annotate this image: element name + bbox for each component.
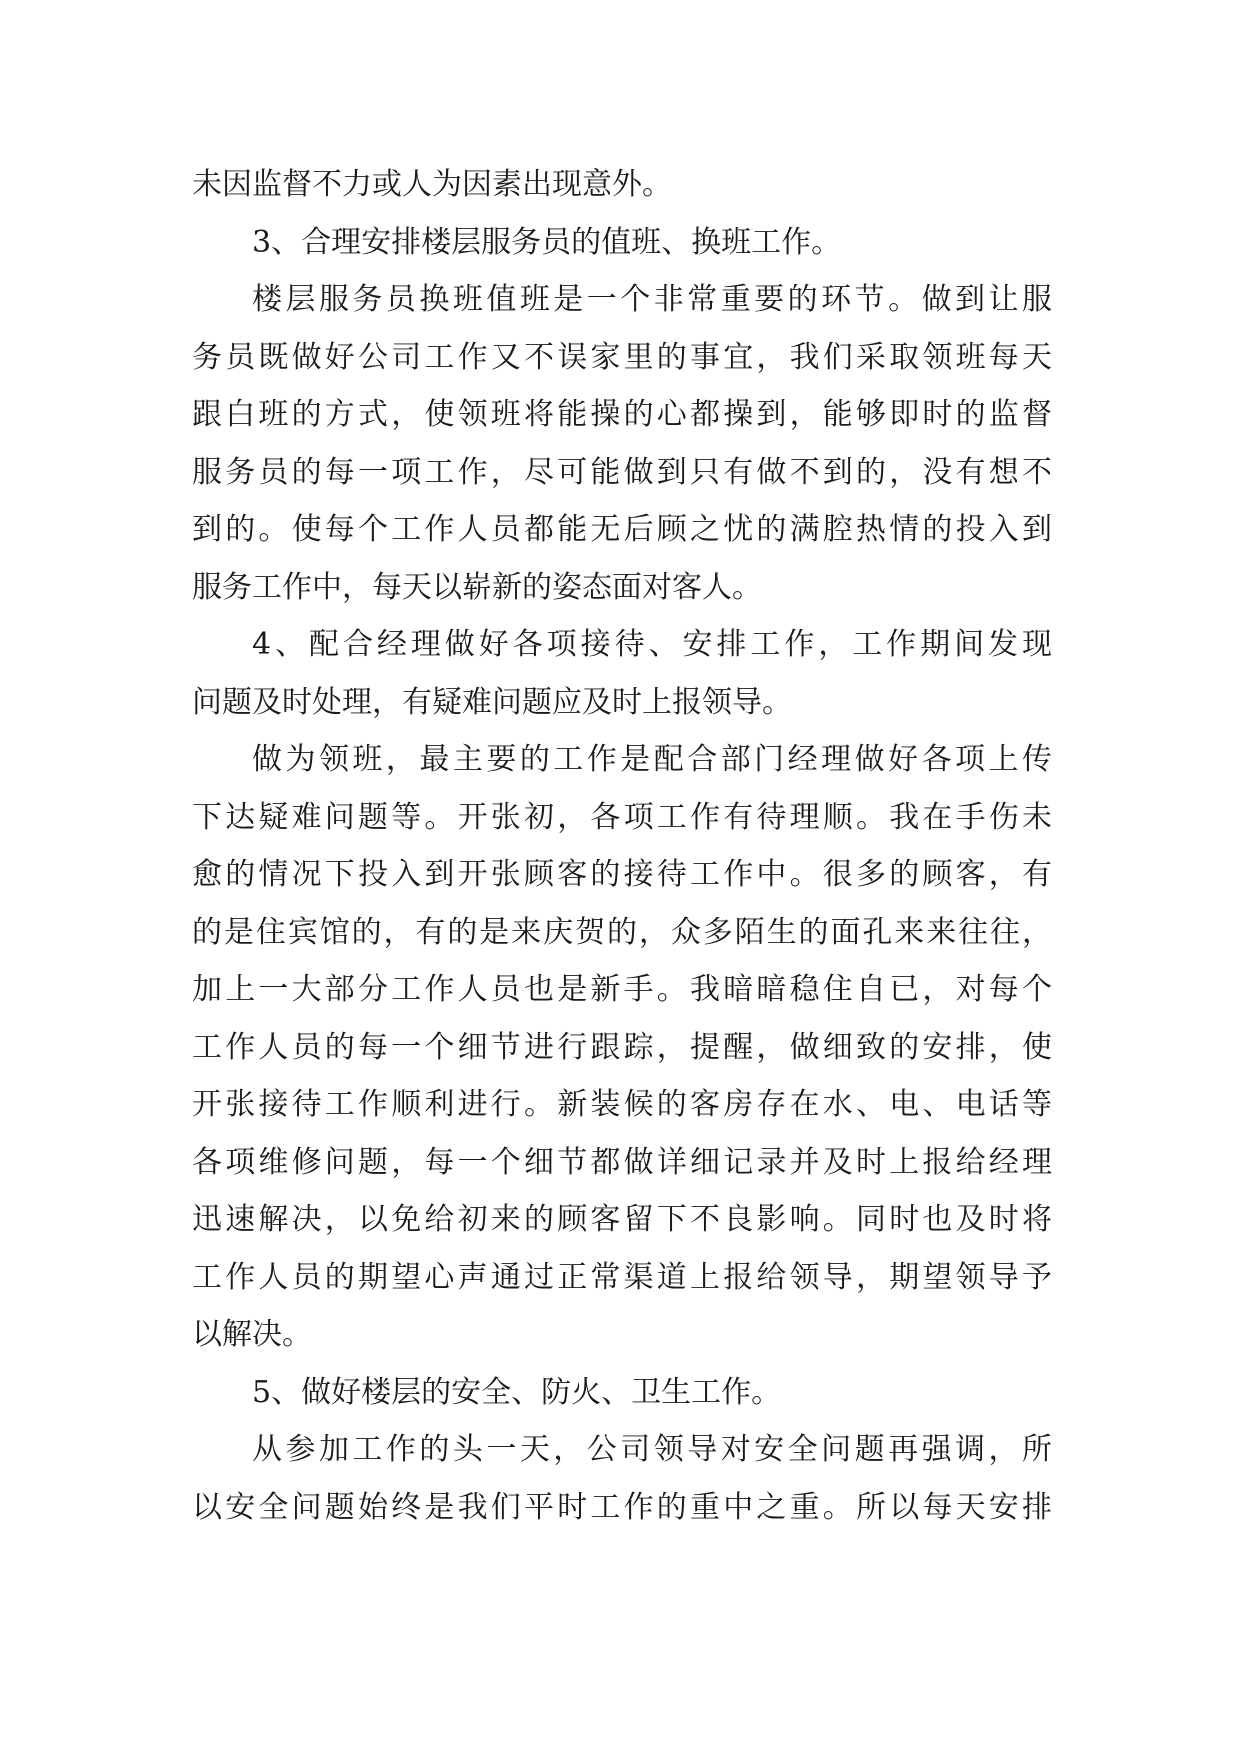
paragraph-line: 工作人员的期望心声通过正常渠道上报给领导，期望领导予: [192, 1259, 1052, 1295]
paragraph-line: 服务员的每一项工作，尽可能做到只有做不到的，没有想不: [192, 454, 1052, 490]
paragraph-line: 到的。使每个工作人员都能无后顾之忧的满腔热情的投入到: [192, 512, 1052, 547]
document-body: [192, 156, 1052, 1536]
paragraph-line: 以安全问题始终是我们平时工作的重中之重。所以每天安排: [192, 1489, 1052, 1525]
paragraph-line: 的是住宾馆的，有的是来庆贺的，众多陌生的面孔来来往往，: [192, 914, 1052, 950]
paragraph-line: 楼层服务员换班值班是一个非常重要的环节。做到让服: [252, 282, 1052, 317]
paragraph-line: 加上一大部分工作人员也是新手。我暗暗稳住自已，对每个: [192, 972, 1052, 1007]
paragraph-line: 各项维修问题，每一个细节都做详细记录并及时上报给经理: [192, 1144, 1052, 1180]
paragraph-line: 以解决。: [192, 1317, 312, 1352]
paragraph-line: 工作人员的每一个细节进行跟踪，提醒，做细致的安排，使: [192, 1029, 1052, 1065]
paragraph-line: 做为领班，最主要的工作是配合部门经理做好各项上传: [252, 742, 1052, 777]
paragraph-line: 未因监督不力或人为因素出现意外。: [192, 167, 672, 202]
paragraph-line: 开张接待工作顺利进行。新装候的客房存在水、电、电话等: [192, 1087, 1052, 1122]
paragraph-line: 服务工作中，每天以崭新的姿态面对客人。: [192, 569, 762, 605]
paragraph-line: 跟白班的方式，使领班将能操的心都操到，能够即时的监督: [192, 397, 1052, 432]
item-heading-4: 4、配合经理做好各项接待、安排工作，工作期间发现: [252, 627, 1052, 662]
item-heading-4-cont: 问题及时处理，有疑难问题应及时上报领导。: [192, 684, 792, 720]
paragraph-line: 下达疑难问题等。开张初，各项工作有待理顺。我在手伤未: [192, 799, 1052, 835]
paragraph-line: 愈的情况下投入到开张顾客的接待工作中。很多的顾客，有: [192, 857, 1052, 892]
paragraph-line: 迅速解决，以免给初来的顾客留下不良影响。同时也及时将: [192, 1202, 1052, 1237]
item-heading-3: 3、合理安排楼层服务员的值班、换班工作。: [252, 224, 842, 260]
item-heading-5: 5、做好楼层的安全、防火、卫生工作。: [252, 1374, 782, 1410]
paragraph-line: 从参加工作的头一天，公司领导对安全问题再强调，所: [252, 1432, 1052, 1467]
paragraph-line: 务员既做好公司工作又不误家里的事宜，我们采取领班每天: [192, 339, 1052, 375]
